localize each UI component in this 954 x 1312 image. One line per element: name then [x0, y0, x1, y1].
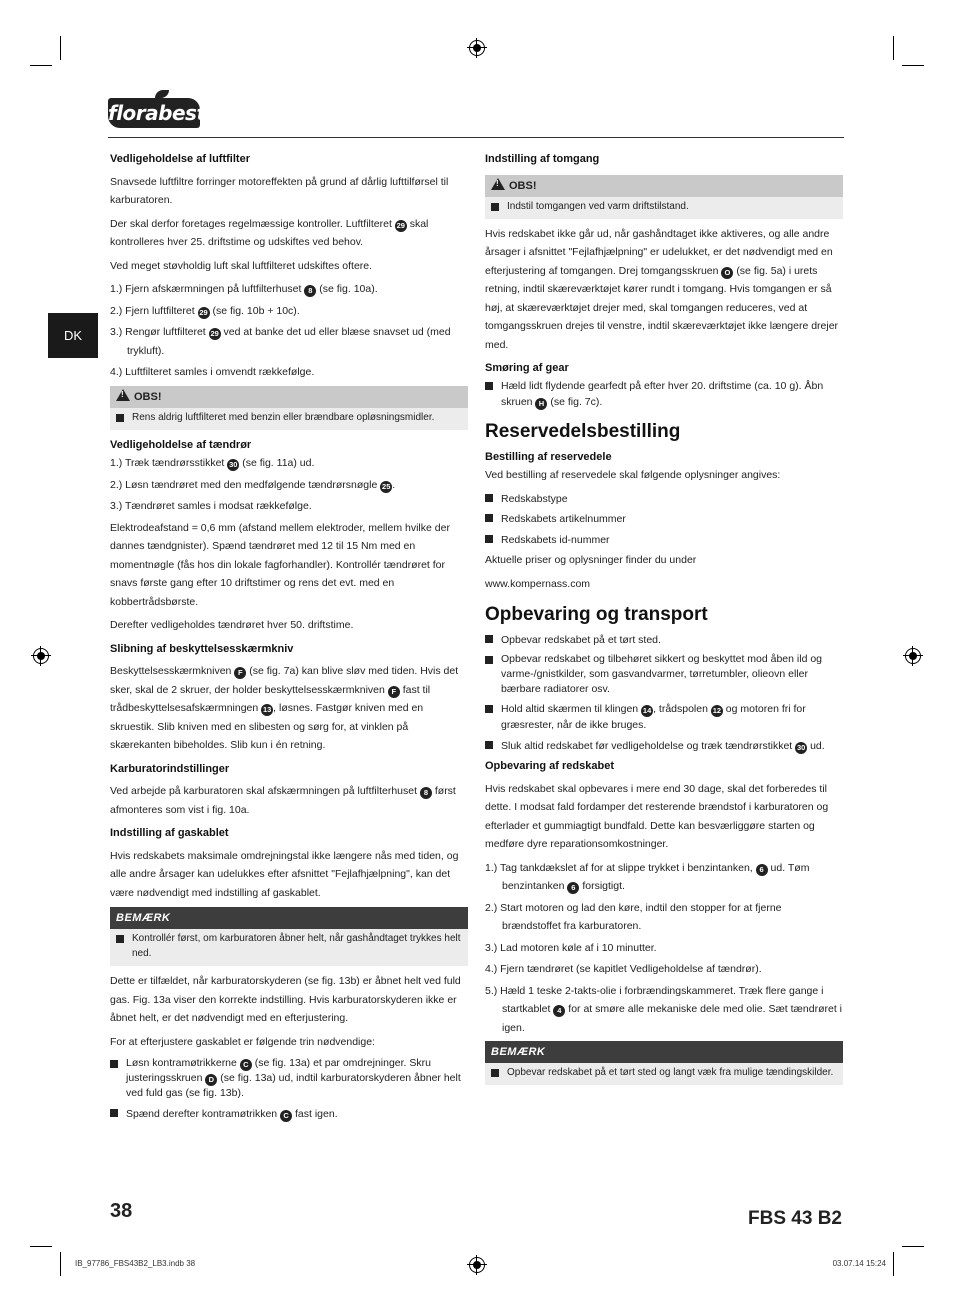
crop-mark [893, 1252, 894, 1276]
step: 3.) Lad motoren køle af i 10 minutter. [485, 941, 657, 954]
part-letter-badge: C [280, 1110, 292, 1122]
crop-mark [30, 1246, 52, 1247]
part-letter-badge: H [535, 398, 547, 410]
note-header: BEMÆRK [485, 1041, 843, 1063]
bullet-item: Sluk altid redskabet før vedligeholdelse og træk tændrørstikket 30 ud. [485, 737, 843, 756]
bullet-square-icon [485, 635, 493, 643]
paragraph: Aktuelle priser og oplysninger finder du under [485, 554, 697, 566]
step: 2.) Fjern luftfilteret 29 (se fig. 10b + 10c). [110, 304, 300, 317]
note-body: Indstil tomgangen ved varm driftstilstand. [485, 197, 843, 219]
step: 2.) Start motoren og lad den køre, indtil den stopper for at fjerne brændstoffet fra karburatoren. [485, 901, 782, 932]
left-column [110, 150, 468, 1126]
bullet-item: Løsn kontramøtrikkerne C (se fig. 13a) et par omdrejninger. Skru justeringsskruen D (se fig. 13a) ud, indtil karburatorskyderen åbner helt ved fuld gas (se fig. 13b). [110, 1056, 468, 1101]
bullet-square-icon [110, 1109, 118, 1117]
section-heading: Slibning af beskyttelsesskærmkniv [110, 642, 294, 655]
part-number-badge: 6 [567, 882, 579, 894]
registration-mark-icon [33, 648, 49, 664]
warning-triangle-icon [491, 178, 505, 190]
note-body: Opbevar redskabet på et tørt sted og langt væk fra mulige tændingskilder. [485, 1063, 843, 1085]
part-number-badge: 6 [756, 864, 768, 876]
print-file-info: IB_97786_FBS43B2_LB3.indb 38 [75, 1259, 196, 1268]
step: 3.) Rengør luftfilteret 29 ved at banke det ud eller blæse snavset ud (med trykluft). [110, 326, 451, 357]
bullet-square-icon [485, 705, 493, 713]
bullet-item: Redskabets artikelnummer [485, 510, 843, 529]
step: 1.) Fjern afskærmningen på luftfilterhuset 8 (se fig. 10a). [110, 283, 378, 295]
part-number-badge: 14 [642, 705, 652, 715]
part-letter-badge: O [721, 267, 733, 279]
part-number-badge: 29 [199, 307, 208, 317]
step: 2.) Løsn tændrøret med den medfølgende tændrørsnøgle 25 . [110, 478, 396, 491]
bullet-item: Spænd derefter kontramøtrikken C fast igen. [110, 1105, 468, 1124]
model-name: FBS 43 B2 [748, 1208, 842, 1229]
part-letter-badge: F [234, 667, 246, 679]
note-body: Kontrollér først, om karburatoren åbner helt, når gashåndtaget trykkes helt ned. [110, 929, 468, 966]
header-rule [108, 137, 844, 138]
part-number-badge: 8 [304, 285, 316, 297]
step: 1.) Tag tankdækslet af for at slippe trykket i benzintanken, 6 ud. Tøm benzintanken 6 forsigtigt. [485, 861, 810, 892]
paragraph: Ved arbejde på karburatoren skal afskærmningen på luftfilterhuset 8 først afmonteres som vist i fig. 10a. [110, 785, 456, 816]
paragraph: Ved bestilling af reservedele skal følgende oplysninger angives: [485, 469, 781, 481]
crop-mark [902, 1246, 924, 1247]
bullet-square-icon [485, 382, 493, 390]
warning-triangle-icon [116, 389, 130, 401]
part-number-badge: 29 [396, 220, 405, 230]
part-number-badge: 25 [382, 481, 391, 491]
bullet-square-icon [491, 1069, 499, 1077]
step: 1.) Træk tændrørsstikket 30 (se fig. 11a) ud. [110, 457, 315, 469]
crop-mark [60, 36, 61, 60]
section-heading: Vedligeholdelse af tændrør [110, 438, 252, 451]
section-heading: Indstilling af gaskablet [110, 827, 229, 839]
part-letter-badge: C [240, 1059, 252, 1071]
part-number-badge: 29 [210, 329, 219, 338]
registration-mark-icon [905, 648, 921, 664]
bullet-item: Opbevar redskabet og tilbehøret sikkert og beskyttet mod åben ild og varme-/gnistkilder, som gasvandvarmer, tørretumbler, olieovn eller bærbare radiatorer osv. [485, 652, 843, 697]
chapter-title: Reservedelsbestilling [485, 420, 681, 442]
section-heading: Vedligeholdelse af luftfilter [110, 153, 250, 165]
note-header: !OBS! [485, 175, 843, 197]
paragraph: Hvis redskabet ikke går ud, når gashåndtaget ikke aktiveres, og alle andre årsager i afsnittet "Fejlafhjælpning" er udelukket, er det nødvendigt med en efterjustering af tomgangen. Drej tomgangsskruen O (se fig. 5a) i urets retning, indtil skæreværktøjet kører rundt i tomgang. Hvis tomgangen er så høj, at skæreværktøjet drejer med, skal tomgangen reduceres, ved at tomgangsskruen drejes til venstre, indtil skæreværktøjet ikke længere drejer med. [485, 227, 839, 351]
registration-mark-icon [469, 1257, 485, 1273]
logo-leaf-icon [155, 90, 169, 98]
bullet-square-icon [116, 935, 124, 943]
bullet-item: Opbevar redskabet på et tørt sted. [485, 631, 843, 650]
note-body: Rens aldrig luftfilteret med benzin eller brændbare opløsningsmidler. [110, 408, 468, 430]
paragraph: Elektrodeafstand = 0,6 mm (afstand mellem elektroder, mellem hvilke der dannes tændgnister). Spænd tændrøret med 12 til 15 Nm med en momentnøgle (fås hos din lokale fagforhandler). Kontrollér tændrøret for snavs første gang efter 10 driftstimer og rens det evt. med en kobbertrådsbørste. [110, 521, 450, 608]
part-number-badge: 30 [796, 742, 806, 752]
warning-note [110, 386, 468, 430]
print-timestamp: 03.07.14 15:24 [832, 1259, 886, 1268]
crop-mark [902, 65, 924, 66]
note-header: !OBS! [110, 386, 468, 408]
paragraph: Dette er tilfældet, når karburatorskyderen (se fig. 13b) er åbnet helt ved fuld gas. Fig. 13a viser den korrekte indstilling. Hvis karburatorskyderen ikke er åbnet helt, er det nødvendigt med en efterjustering. [110, 975, 461, 1024]
crop-mark [30, 65, 52, 66]
warning-note [485, 175, 843, 219]
part-number-badge: 8 [420, 787, 432, 799]
step: 4.) Fjern tændrøret (se kapitlet Vedligeholdelse af tændrør). [485, 963, 762, 975]
remark-note [110, 907, 468, 966]
section-heading: Opbevaring af redskabet [485, 760, 614, 772]
part-number-badge: 12 [712, 705, 722, 715]
bullet-item: Hold altid skærmen til klingen 14 , trådspolen 12 og motoren fri for græsrester, når de ikke bruges. [485, 701, 843, 733]
paragraph: Derefter vedligeholdes tændrøret hver 50. driftstime. [110, 619, 354, 631]
paragraph: Hvis redskabets maksimale omdrejningstal ikke længere nås med tiden, og alle andre årsager kan udelukkes efter afsnittet "Fejlafhjælpning", kan det være nødvendigt med indstilling af gaskablet. [110, 849, 459, 899]
step: 5.) Hæld 1 teske 2-takts-olie i forbrændingskammeret. Træk flere gange i startkablet 4 for at smøre alle mekaniske dele med olie. Sæt tændrøret i igen. [485, 984, 842, 1034]
website-link[interactable]: www.kompernass.com [485, 577, 591, 590]
crop-mark [60, 1252, 61, 1276]
part-number-badge: 4 [553, 1005, 565, 1017]
part-letter-badge: D [205, 1074, 217, 1086]
bullet-item: Redskabets id-nummer [485, 531, 843, 550]
bullet-square-icon [485, 656, 493, 664]
step: 4.) Luftfilteret samles i omvendt rækkefølge. [110, 366, 315, 378]
section-heading: Bestilling af reservedele [485, 450, 612, 463]
part-number-badge: 13 [263, 705, 272, 714]
bullet-item: Redskabstype [485, 490, 843, 509]
part-letter-badge: F [388, 686, 400, 698]
page-number: 38 [110, 1200, 133, 1222]
section-heading: Karburatorindstillinger [110, 762, 230, 775]
note-header: BEMÆRK [110, 907, 468, 929]
paragraph: For at efterjustere gaskablet er følgende trin nødvendige: [110, 1035, 375, 1048]
bullet-square-icon [485, 535, 493, 543]
paragraph: Der skal derfor foretages regelmæssige kontroller. Luftfilteret 29 skal kontrolleres hver 25. driftstime og udskiftes ved behov. [110, 217, 429, 248]
part-number-badge: 30 [229, 460, 238, 469]
bullet-item: Hæld lidt flydende gearfedt på efter hver 20. driftstime (ca. 10 g). Åbn skruen H (se fig. 7c). [485, 378, 843, 410]
bullet-square-icon [485, 514, 493, 522]
step: 3.) Tændrøret samles i modsat rækkefølge. [110, 500, 312, 512]
bullet-square-icon [485, 494, 493, 502]
paragraph: Snavsede luftfiltre forringer motoreffekten på grund af dårlig lufttilførsel til karburatoren. [110, 175, 449, 206]
registration-mark-icon [469, 40, 485, 56]
language-tab: DK [48, 313, 98, 358]
right-column [485, 150, 843, 1091]
section-heading: Indstilling af tomgang [485, 153, 600, 165]
paragraph: Hvis redskabet skal opbevares i mere end 30 dage, skal det forberedes til dette. I modsat fald fordamper det resterende brændstof i karburatoren og efterlader et gummiagtigt bundfald. Dette kan besværliggøre starten og medføre dyre reparationsomkostninger. [485, 782, 829, 850]
remark-note [485, 1041, 843, 1085]
section-heading: Smøring af gear [485, 362, 569, 374]
chapter-title: Opbevaring og transport [485, 604, 708, 625]
crop-mark [893, 36, 894, 60]
paragraph: Beskyttelsesskærmkniven F (se fig. 7a) kan blive sløv med tiden. Hvis det sker, skal de 2 skruer, der holder beskyttelsesskærmkniven F fast til trådbeskyttelsesafskærmningen 13 , løsnes. Fastgør kniven med en skruestik. Slib kniven med en slibesten og sørg for, at vinklen på skærekanten bibeholdes. Slib kun i én retning. [110, 665, 459, 751]
brand-logo: florabest [108, 98, 200, 128]
bullet-square-icon [116, 414, 124, 422]
bullet-square-icon [491, 203, 499, 211]
bullet-square-icon [110, 1060, 118, 1068]
paragraph: Ved meget støvholdig luft skal luftfilteret udskiftes oftere. [110, 259, 373, 272]
bullet-square-icon [485, 741, 493, 749]
